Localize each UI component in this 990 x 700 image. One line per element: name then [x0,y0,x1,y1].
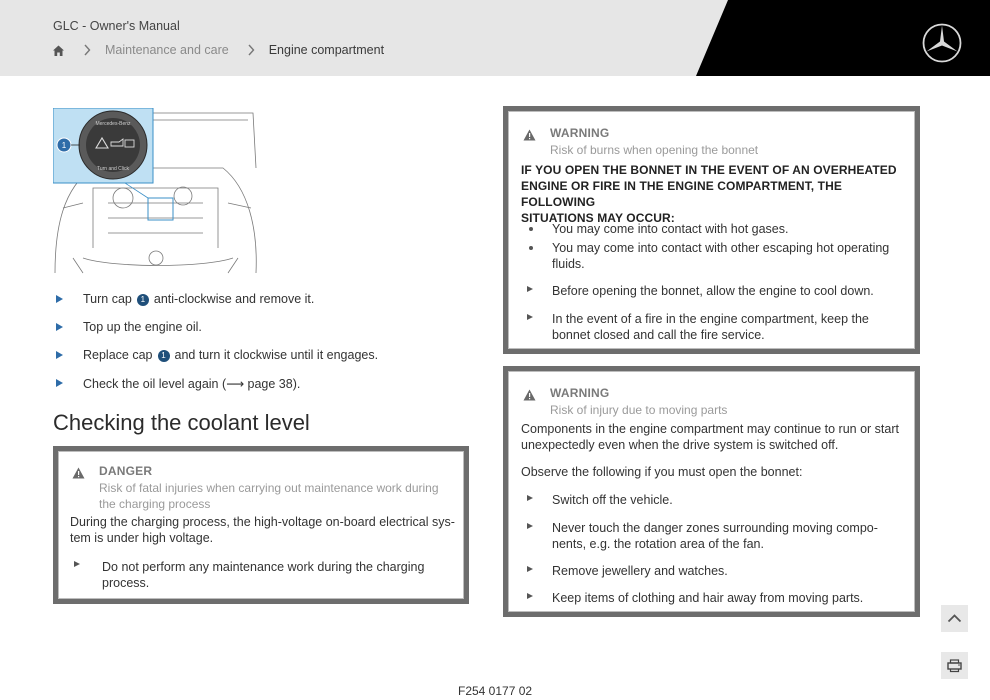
warning-text: Components in the engine compartment may continue to run or start unexpectedly even when the drive system is switched off. [521,422,899,452]
list-item [56,341,456,369]
bullet-icon [529,246,533,250]
breadcrumb-item-engine-compartment: Engine compartment [268,43,385,57]
step-text: Top up the engine oil. [83,320,202,334]
oil-steps-list [56,285,456,397]
step-arrow-icon [527,286,533,292]
danger-subtitle: Risk of fatal injuries when carrying out maintenance work during the charging process [99,481,439,511]
step-arrow-icon [527,523,533,529]
warning-subtitle: Risk of injury due to moving parts [550,403,728,417]
cap-label-brand: Mercedes-Benz [95,121,131,127]
step-arrow-icon [56,295,63,303]
print-icon [941,652,968,679]
warning-label: WARNING [550,386,610,400]
list-item [56,313,456,341]
warning-step: Before opening the bonnet, allow the engine to cool down. [552,284,874,298]
callout-number-icon: 1 [137,294,149,306]
print-button[interactable] [941,652,968,679]
bullet-icon [529,227,533,231]
danger-text: During the charging process, the high-voltage on-board electrical sys- tem is under high voltage. [70,515,455,545]
callout-number-icon: 1 [158,350,170,362]
step-arrow-icon [56,323,63,331]
warning-triangle-icon [523,389,536,401]
engine-compartment-illustration [53,108,258,278]
app-title: GLC - Owner's Manual [53,19,180,33]
step-text: Turn cap 1 anti-clockwise and remove it. [83,292,315,306]
warning-bold-text: IF YOU OPEN THE BONNET IN THE EVENT OF AN OVERHEATED ENGINE OR FIRE IN THE ENGINE COMPARTMENT, THE FOLLOWING SITUATIONS MAY OCCUR: [521,163,897,225]
warning-step: Switch off the vehicle. [552,493,673,507]
warning-box-burns [503,106,920,354]
breadcrumb [52,42,384,58]
warning-step: Keep items of clothing and hair away from moving parts. [552,591,864,605]
step-arrow-icon [527,566,533,572]
warning-triangle-icon [523,129,536,141]
danger-label: DANGER [99,464,153,478]
step-arrow-icon [56,379,63,387]
step-arrow-icon [527,314,533,320]
footer-image-code: F254 0177 02 [458,684,533,698]
section-title: Checking the coolant level [53,410,310,435]
warning-box-moving-parts [503,366,920,617]
warning-label: WARNING [550,126,610,140]
warning-triangle-icon [72,467,85,479]
list-item [56,285,456,313]
step-arrow-icon [56,351,63,359]
step-link-text[interactable]: Check the oil level again (⟶ page 38). [83,376,301,391]
step-arrow-icon [74,561,80,567]
scroll-to-top-button[interactable] [941,605,968,632]
danger-box [53,446,469,604]
chevron-right-icon [247,44,255,56]
breadcrumb-item-maintenance[interactable]: Maintenance and care [105,43,229,57]
step-arrow-icon [527,495,533,501]
chevron-right-icon [83,44,91,56]
warning-step: In the event of a fire in the engine compartment, keep the bonnet closed and call the fire service. [552,312,869,342]
home-icon[interactable] [52,44,65,57]
chevron-up-icon [941,605,968,632]
warning-text: Observe the following if you must open the bonnet: [521,465,803,479]
warning-bullet: You may come into contact with hot gases. [552,222,789,236]
header-brand-band [0,0,990,76]
warning-step: Never touch the danger zones surrounding moving compo- nents, e.g. the rotation area of the fan. [552,521,878,551]
warning-step: Remove jewellery and watches. [552,564,728,578]
danger-step: Do not perform any maintenance work during the charging process. [102,560,425,590]
step-text: Replace cap 1 and turn it clockwise until it engages. [83,348,379,362]
warning-subtitle: Risk of burns when opening the bonnet [550,143,759,157]
mercedes-star-logo [921,22,963,64]
callout-number: 1 [61,141,67,150]
cap-label-instruction: Turn and Click [96,166,130,172]
list-item [56,369,456,397]
step-arrow-icon [527,593,533,599]
warning-bullet: You may come into contact with other escaping hot operating fluids. [552,241,890,271]
